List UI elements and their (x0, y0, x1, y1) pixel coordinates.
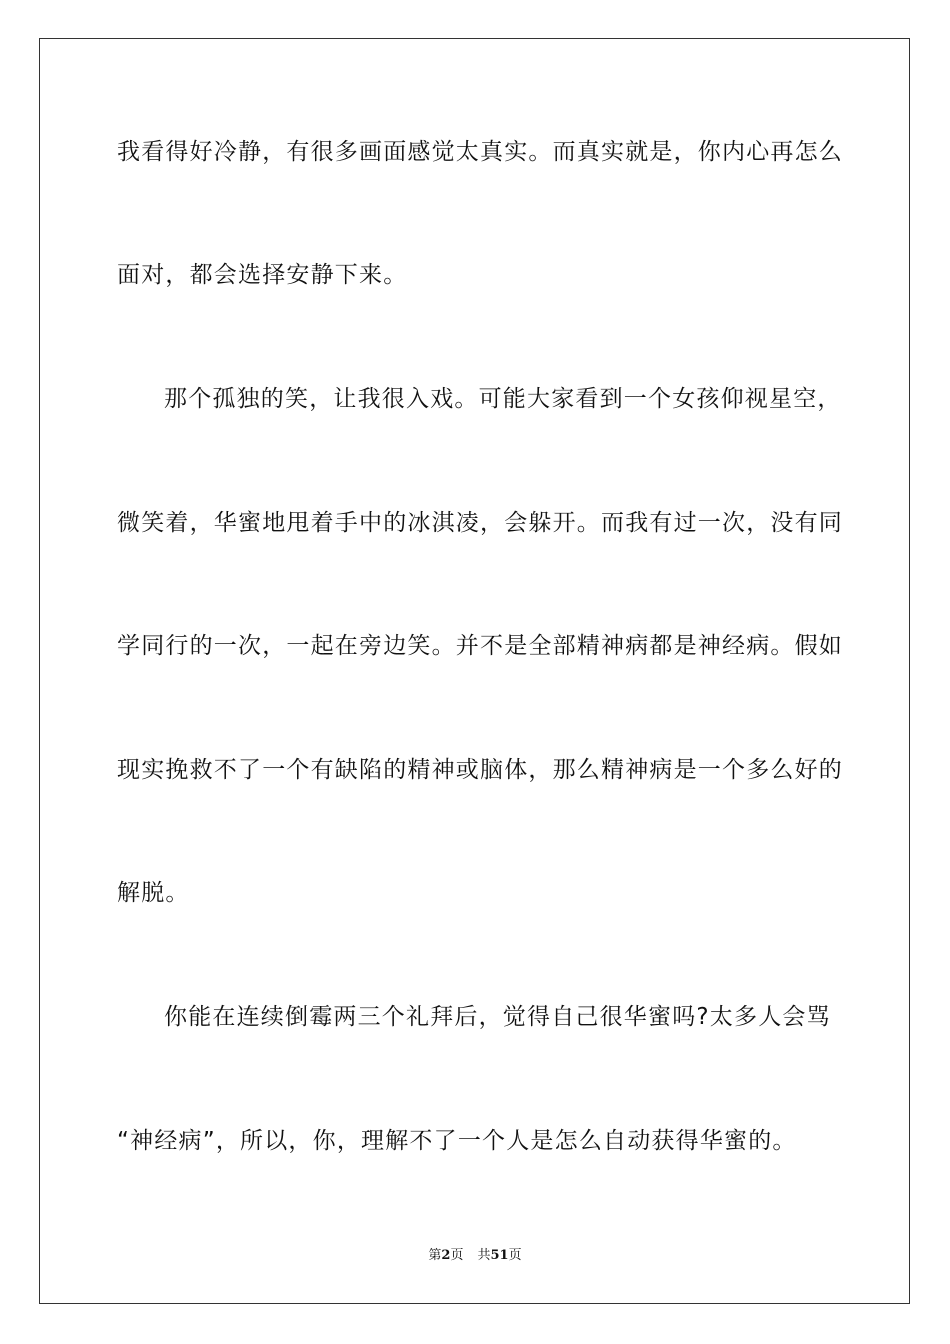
total-pages: 51 (490, 1248, 509, 1263)
total-suffix: 页 (508, 1248, 522, 1263)
page-suffix: 页 (450, 1248, 464, 1263)
page-frame (39, 38, 910, 1304)
text-line-8: 你能在连续倒霉两三个礼拜后，觉得自己很华蜜吗?太多人会骂 (164, 1004, 831, 1030)
page-prefix: 第 (428, 1248, 442, 1263)
text-line-6: 现实挽救不了一个有缺陷的精神或脑体，那么精神病是一个多么好的 (117, 757, 843, 783)
page-number: 2 (441, 1248, 451, 1263)
total-prefix: 共 (477, 1248, 491, 1263)
text-line-1: 我看得好冷静，有很多画面感觉太真实。而真实就是，你内心再怎么 (117, 139, 843, 165)
text-line-9: “神经病”，所以，你，理解不了一个人是怎么自动获得华蜜的。 (117, 1128, 797, 1154)
text-line-3: 那个孤独的笑，让我很入戏。可能大家看到一个女孩仰视星空， (164, 386, 842, 412)
page-footer (0, 1247, 950, 1265)
text-line-7: 解脱。 (117, 880, 190, 906)
text-line-5: 学同行的一次，一起在旁边笑。并不是全部精神病都是神经病。假如 (117, 633, 843, 659)
text-line-2: 面对，都会选择安静下来。 (117, 262, 408, 288)
text-line-4: 微笑着，华蜜地甩着手中的冰淇凌，会躲开。而我有过一次，没有同 (117, 510, 843, 536)
